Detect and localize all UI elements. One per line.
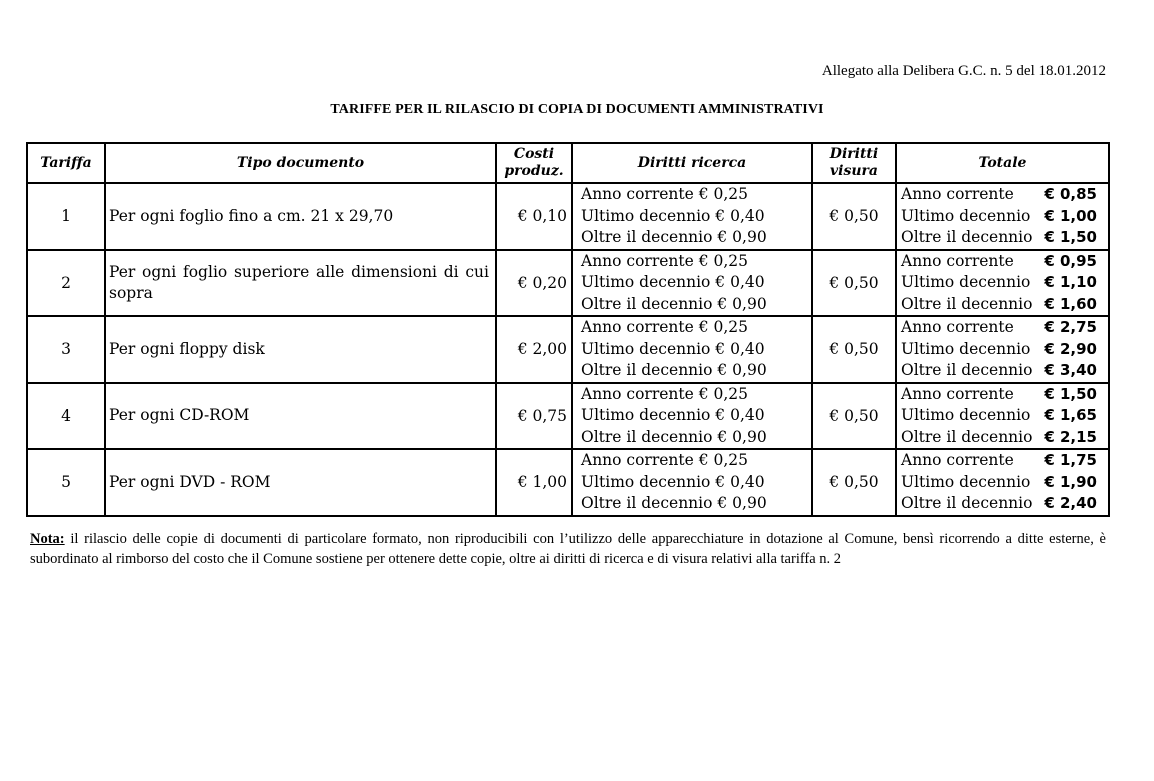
table-row [27, 383, 1109, 450]
ricerca-line: Ultimo decennio € 0,40 [581, 339, 765, 358]
totale-value: € 3,40 [1044, 361, 1097, 379]
totale-value: € 1,90 [1044, 472, 1097, 491]
totale-line [901, 294, 1097, 316]
nota-paragraph [30, 530, 1106, 569]
table-header-row [27, 143, 1109, 183]
ricerca-line: Oltre il decennio € 0,90 [581, 494, 767, 512]
totale-value: € 1,00 [1044, 206, 1097, 225]
totale-label: Anno corrente [901, 185, 1014, 203]
totale-label: Oltre il decennio [901, 494, 1033, 512]
totale-label: Ultimo decennio [901, 206, 1031, 225]
costi-produzione-cell: € 0,10 [496, 183, 572, 250]
diritti-visura-cell: € 0,50 [812, 316, 896, 383]
totale-cell [896, 250, 1109, 317]
totale-label: Ultimo decennio [901, 406, 1031, 424]
totale-cell [896, 316, 1109, 383]
totale-value: € 1,65 [1044, 406, 1097, 424]
table-row [27, 316, 1109, 383]
diritti-ricerca-cell [572, 316, 812, 383]
ricerca-line: Oltre il decennio € 0,90 [581, 228, 767, 246]
totale-value: € 2,90 [1044, 339, 1097, 358]
totale-label: Anno corrente [901, 318, 1014, 336]
diritti-ricerca-cell [572, 449, 812, 516]
ricerca-line: Anno corrente € 0,25 [581, 451, 749, 469]
totale-line [901, 184, 1097, 206]
header-visura-line2: visura [830, 163, 878, 179]
tariffe-body [27, 183, 1109, 516]
costi-produzione-cell: € 0,20 [496, 250, 572, 317]
totale-line [901, 450, 1097, 472]
totale-line [901, 427, 1097, 449]
header-tipo-documento: Tipo documento [105, 143, 496, 183]
totale-value: € 1,75 [1044, 451, 1097, 469]
totale-value: € 2,75 [1044, 318, 1097, 336]
ricerca-line: Ultimo decennio € 0,40 [581, 206, 765, 225]
totale-line [901, 206, 1097, 228]
totale-label: Ultimo decennio [901, 472, 1031, 491]
tariffe-table [26, 142, 1110, 517]
costi-produzione-cell: € 2,00 [496, 316, 572, 383]
totale-value: € 2,15 [1044, 427, 1097, 446]
header-tariffa: Tariffa [27, 143, 105, 183]
totale-label: Oltre il decennio [901, 294, 1033, 313]
totale-label: Oltre il decennio [901, 427, 1033, 446]
totale-value: € 1,50 [1044, 228, 1097, 246]
totale-line [901, 472, 1097, 494]
diritti-ricerca-cell [572, 250, 812, 317]
totale-label: Oltre il decennio [901, 361, 1033, 379]
totale-cell [896, 383, 1109, 450]
tariffa-cell: 2 [27, 250, 105, 317]
totale-line [901, 272, 1097, 294]
header-costi-produz [496, 143, 572, 183]
nota-label: Nota: [30, 531, 65, 547]
totale-line [901, 360, 1097, 382]
totale-value: € 0,85 [1044, 185, 1097, 203]
costi-produzione-cell: € 0,75 [496, 383, 572, 450]
totale-cell [896, 183, 1109, 250]
header-diritti-ricerca: Diritti ricerca [572, 143, 812, 183]
totale-cell [896, 449, 1109, 516]
totale-line [901, 384, 1097, 406]
tariffa-cell: 4 [27, 383, 105, 450]
header-totale: Totale [896, 143, 1109, 183]
diritti-visura-cell: € 0,50 [812, 250, 896, 317]
table-row [27, 449, 1109, 516]
delibera-reference: Allegato alla Delibera G.C. n. 5 del 18.01.2012 [821, 63, 1106, 79]
ricerca-line: Ultimo decennio € 0,40 [581, 406, 765, 424]
totale-line [901, 405, 1097, 427]
header-costi-line1: Costi [513, 146, 555, 162]
totale-label: Anno corrente [901, 251, 1014, 270]
ricerca-line: Anno corrente € 0,25 [581, 185, 749, 203]
totale-label: Ultimo decennio [901, 339, 1031, 358]
totale-line [901, 227, 1097, 249]
diritti-ricerca-cell [572, 383, 812, 450]
table-row [27, 250, 1109, 317]
tipo-documento-cell: Per ogni foglio superiore alle dimensioni di cui sopra [105, 250, 496, 317]
tariffa-cell: 5 [27, 449, 105, 516]
ricerca-line: Anno corrente € 0,25 [581, 251, 749, 270]
table-row [27, 183, 1109, 250]
tariffa-cell: 3 [27, 316, 105, 383]
totale-label: Anno corrente [901, 384, 1014, 403]
header-costi-line2: produz. [504, 163, 564, 179]
tipo-documento-cell: Per ogni DVD - ROM [105, 449, 496, 516]
ricerca-line: Anno corrente € 0,25 [581, 318, 749, 336]
ricerca-line: Oltre il decennio € 0,90 [581, 294, 767, 313]
diritti-visura-cell: € 0,50 [812, 383, 896, 450]
diritti-visura-cell: € 0,50 [812, 449, 896, 516]
header-visura-line1: Diritti [829, 146, 879, 162]
header-diritti-visura [812, 143, 896, 183]
totale-label: Oltre il decennio [901, 228, 1033, 246]
tipo-documento-cell: Per ogni foglio fino a cm. 21 x 29,70 [105, 183, 496, 250]
costi-produzione-cell: € 1,00 [496, 449, 572, 516]
totale-label: Ultimo decennio [901, 273, 1031, 291]
totale-line [901, 493, 1097, 515]
tipo-documento-cell: Per ogni CD-ROM [105, 383, 496, 450]
totale-line [901, 339, 1097, 361]
tipo-documento-cell: Per ogni floppy disk [105, 316, 496, 383]
totale-line [901, 317, 1097, 339]
totale-label: Anno corrente [901, 451, 1014, 469]
totale-value: € 1,60 [1044, 294, 1097, 313]
totale-value: € 0,95 [1044, 251, 1097, 270]
ricerca-line: Ultimo decennio € 0,40 [581, 273, 765, 291]
ricerca-line: Oltre il decennio € 0,90 [581, 361, 767, 379]
totale-value: € 1,50 [1044, 384, 1097, 403]
diritti-visura-cell: € 0,50 [812, 183, 896, 250]
ricerca-line: Ultimo decennio € 0,40 [581, 472, 765, 491]
totale-line [901, 251, 1097, 273]
nota-text: il rilascio delle copie di documenti di particolare formato, non riproducibili con l’utilizzo delle apparecchiature in dotazione al Comune, bensì ricorrendo a ditte esterne, è subordinato al rimborso del costo che il Comune sostiene per ottenere dette copie, oltre ai diritti di ricerca e di visura relativi alla tariffa n. 2 [30, 531, 1106, 567]
tariffa-cell: 1 [27, 183, 105, 250]
totale-value: € 2,40 [1044, 494, 1097, 512]
document-title: TARIFFE PER IL RILASCIO DI COPIA DI DOCUMENTI AMMINISTRATIVI [330, 102, 824, 117]
ricerca-line: Oltre il decennio € 0,90 [581, 427, 767, 446]
totale-value: € 1,10 [1044, 273, 1097, 291]
diritti-ricerca-cell [572, 183, 812, 250]
ricerca-line: Anno corrente € 0,25 [581, 384, 749, 403]
